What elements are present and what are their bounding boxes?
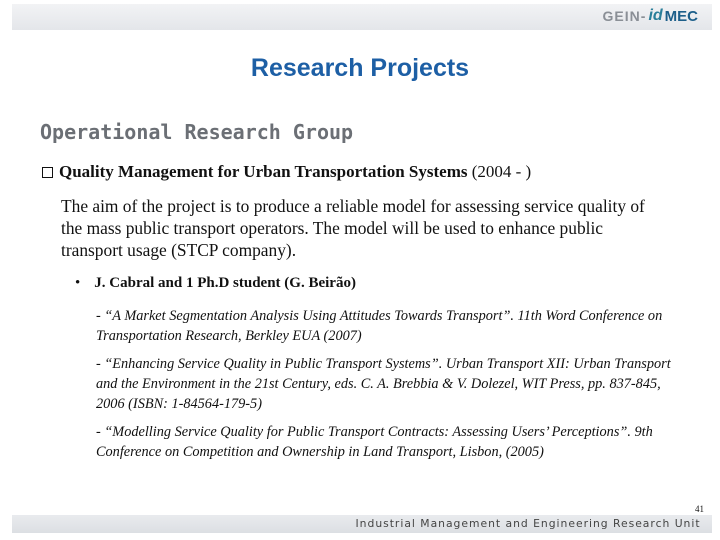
page-title: Research Projects <box>250 54 470 82</box>
project-period <box>467 162 531 182</box>
team-item <box>75 275 356 292</box>
checkbox-bullet-icon <box>42 167 53 178</box>
team-text: J. Cabral and 1 Ph.D student (G. Beirão) <box>94 275 356 291</box>
reference-item: - “A Market Segmentation Analysis Using Attitudes Towards Transport”. 11th Word Conference on Transportation Research, Berkley EUA (2007) <box>96 308 663 344</box>
logo-id: id <box>648 7 663 24</box>
reference-item: - “Enhancing Service Quality in Public Transport Systems”. Urban Transport XII: Urban Transport and the Environment in the 21st Century, eds. C. A. Brebbia & V. Dolezel, WIT Press, pp. 837-845, 2006 (ISBN: 1-84564-179-5) <box>96 356 671 412</box>
footer-text: Industrial Management and Engineering Research Unit <box>355 517 701 530</box>
logo-mec: MEC <box>664 7 698 25</box>
page-number: 41 <box>695 504 704 514</box>
references-list <box>96 306 686 470</box>
group-subtitle: Operational Research Group <box>40 120 354 144</box>
project-period-text: (2004 - ) <box>471 162 532 181</box>
logo-prefix: GEIN- <box>602 8 647 24</box>
reference-item: - “Modelling Service Quality for Public Transport Contracts: Assessing Users’ Perceptions”. 9th Conference on Competition and Ownership in Land Transport, Lisbon, (2005) <box>96 424 653 460</box>
project-name: Quality Management for Urban Transportation Systems <box>59 162 468 181</box>
project-heading <box>42 162 531 182</box>
gein-idmec-logo <box>603 6 698 26</box>
bullet-icon: • <box>75 275 81 291</box>
project-aim: The aim of the project is to produce a reliable model for assessing service quality of the mass public transport operators. The model will be used to enhance public transport usage (STCP company). <box>61 196 645 260</box>
